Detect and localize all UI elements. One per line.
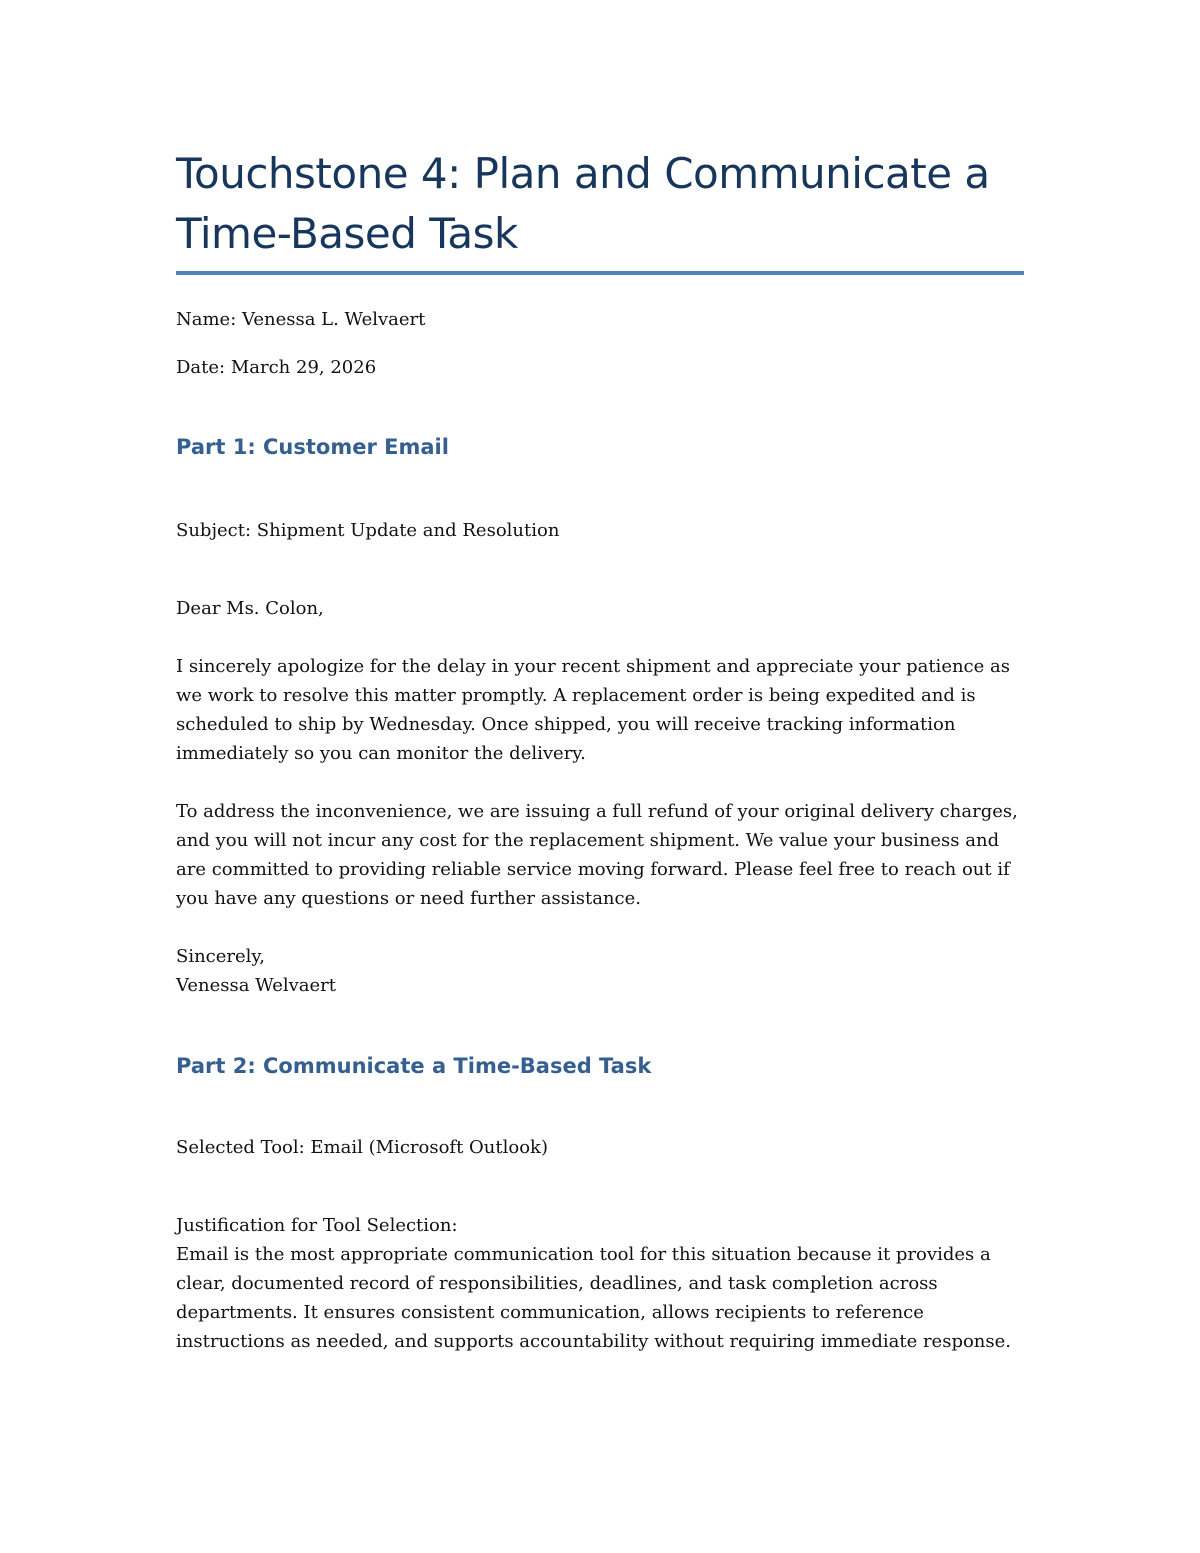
email-signature: Venessa Welvaert [176,975,337,996]
paragraph-line: and you will not incur any cost for the replacement shipment. We value your business and [176,830,1000,851]
document-date: Date: March 29, 2026 [176,357,377,378]
paragraph-line: instructions as needed, and supports accountability without requiring immediate response. [176,1331,1012,1352]
email-signoff [176,942,1024,1000]
selected-tool: Selected Tool: Email (Microsoft Outlook) [176,1137,548,1158]
email-paragraph-1 [176,652,1024,768]
title-divider [176,271,1024,275]
email-subject: Subject: Shipment Update and Resolution [176,520,560,541]
paragraph-line: departments. It ensures consistent communication, allows recipients to reference [176,1302,924,1323]
paragraph-line: scheduled to ship by Wednesday. Once shipped, you will receive tracking information [176,714,956,735]
paragraph-line: To address the inconvenience, we are issuing a full refund of your original delivery charges, [176,801,1018,822]
paragraph-line: I sincerely apologize for the delay in your recent shipment and appreciate your patience as [176,656,1010,677]
title-line-2: Time-Based Task [176,209,518,258]
paragraph-line: clear, documented record of responsibilities, deadlines, and task completion across [176,1273,938,1294]
email-closing: Sincerely, [176,946,265,967]
title-line-1: Touchstone 4: Plan and Communicate a [176,149,990,198]
paragraph-line: immediately so you can monitor the delivery. [176,743,586,764]
justification-block [176,1211,1024,1356]
justification-label: Justification for Tool Selection: [176,1215,458,1236]
author-name: Name: Venessa L. Welvaert [176,309,426,330]
email-paragraph-2 [176,797,1024,913]
paragraph-line: we work to resolve this matter promptly. A replacement order is being expedited and is [176,685,976,706]
paragraph-line: are committed to providing reliable service moving forward. Please feel free to reach out if [176,859,1010,880]
part1-heading: Part 1: Customer Email [176,435,449,459]
paragraph-line: you have any questions or need further assistance. [176,888,641,909]
email-greeting: Dear Ms. Colon, [176,598,324,619]
part2-heading: Part 2: Communicate a Time-Based Task [176,1054,652,1078]
paragraph-line: Email is the most appropriate communication tool for this situation because it provides a [176,1244,991,1265]
document-title [176,144,1024,264]
